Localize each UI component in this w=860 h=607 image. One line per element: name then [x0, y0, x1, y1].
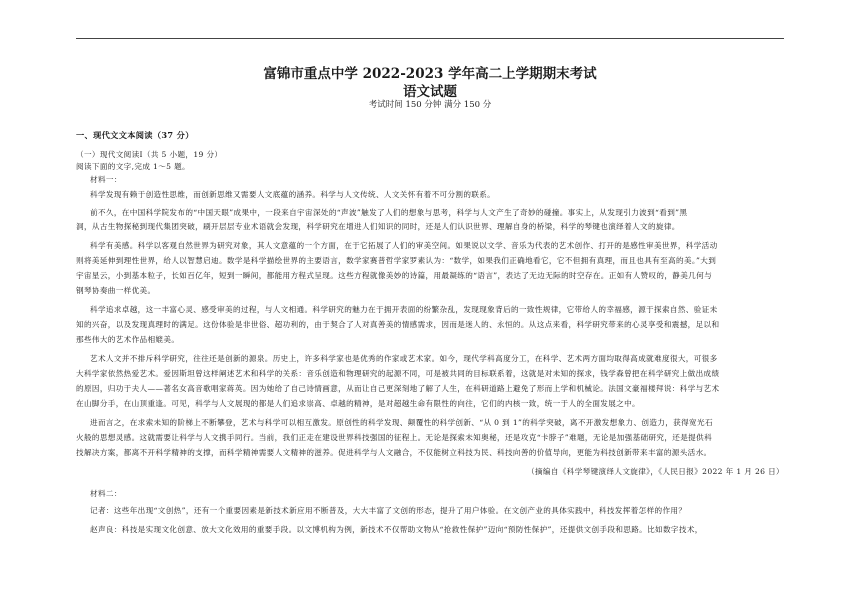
paragraph-line: 的原因，归功于夫人——著名女高音歌唱家蒋英。因为她给了自己诗情画意，从而让自己更深刻地了解了人生，在科研道路上避免了形而上学和机械论。法国文豪福楼拜说：科学与艺术: [76, 384, 720, 393]
paragraph-line: 赵声良：科技是实现文化创意、放大文化效用的重要手段。以文博机构为例，新技术不仅帮助文物从“抢救性保护”迈向“预防性保护”，还提供文创手段和思路。比如数字技术，: [90, 525, 703, 534]
paragraph-line: 前不久，在中国科学院发布的“中国天眼”成果中，一段来自宇宙深处的“声波”触发了人们的想象与思考，科学与人文产生了奇妙的碰撞。事实上，从发现引力波到“看到”黑: [90, 208, 688, 217]
paragraph-line: 则将美延伸到理性世界，给人以智慧启迪。数学是科学描绘世界的主要语言，数学家赛普哲学家罗素认为：“数学，如果我们正确地看它，它不但拥有真理，而且也具有至高的美。”大到: [76, 256, 717, 265]
paragraph-line: 那些伟大的艺术作品相媲美。: [76, 335, 180, 344]
exam-title: 富锦市重点中学 2022-2023 学年高二上学期期末考试: [263, 66, 597, 82]
paragraph-line: 进而言之，在求索未知的阶梯上不断攀登，艺术与科学可以相互激发。原创性的科学发现、颠覆性的科学创新、“从 0 到 1”的科学突破，离不开激发想象力、创造力，获得宽光石: [90, 418, 713, 427]
exam-info: 考试时间 150 分钟 满分 150 分: [368, 100, 492, 110]
source-citation: （摘编自《科学琴键演绎人文旋律》，《人民日报》2022 年 1 月 26 日）: [527, 467, 784, 476]
paragraph-line: 记者：这些年出现“文创热”，还有一个重要因素是新技术新应用不断普及，大大丰富了文创的形态，提升了用户体验。在文创产业的具体实践中，科技发挥着怎样的作用？: [90, 506, 687, 515]
material-label: 材料二：: [90, 489, 122, 498]
paragraph-line: 钢琴协奏曲一样优美。: [76, 286, 156, 295]
paragraph-line: 科学有美感。科学以客观自然世界为研究对象，其人文意蕴的一个方面，在于它拓展了人们的审美空间。如果说以文学、音乐为代表的艺术创作、打开的是感性审美世界，科学活动: [90, 241, 718, 250]
sub-heading: （一）现代文阅读Ⅰ（共 5 小题，19 分）: [76, 150, 223, 159]
paragraph-line: 科学追求卓越，这一丰富心灵、感受审美的过程，与人文相通。科学研究的魅力在于拥开表面的纷繁杂乱，发现现象背后的一致性规律，它带给人的幸福感，源于探索自然、验证未: [90, 305, 718, 314]
paragraph-line: 知的兴奋，以及发现真理时的满足。这份体验是非世俗、超功利的，由于契合了人对真善美的情感需求，因而是迷人的、永恒的。从这点来看，科学研究带来的心灵享受和震撼，足以和: [76, 320, 720, 329]
exam-subtitle: 语文试题: [403, 84, 457, 100]
instruction: 阅读下面的文字,完成 1～5 题。: [76, 162, 190, 171]
section-heading: 一、现代文文本阅读（37 分）: [76, 130, 194, 140]
paragraph-line: 大科学家依然热爱艺术。爱因斯坦曾这样阐述艺术和科学的关系：音乐创造和物理研究的起源不同，可是被共同的目标联系着，这就是对未知的探求，钱学森曾把在科学研究上做出成绩: [76, 369, 720, 378]
paragraph-line: 洞，从古生物探秘到现代集团突破，刷开层层专业术语就会发现，科学研究在增进人们知识的同时，还是人们认识世界、理解自身的桥梁，科学的琴键也演绎着人文的旋律。: [76, 222, 680, 231]
paragraph-line: 火般的思想灵感。这就需要让科学与人文携手同行。当前，我们正走在建设世界科技强国的征程上。无论是探索未知奥秘，还是攻克“卡脖子”难题，无论是加强基础研究，还是提供科: [76, 433, 713, 442]
paragraph-line: 宇宙星云，小到基本粒子，长如百亿年，短到一瞬间，都能用方程式呈现。这些方程就像美妙的诗篇，用最凝练的“语言”，表达了无边无际的时空存在。正如有人赞叹的，静美几何与: [76, 271, 713, 280]
header-rule: [76, 38, 784, 39]
paragraph-line: 艺术人文并不排斥科学研究，往往还是创新的源泉。历史上，许多科学家也是优秀的作家或艺术家。如今，现代学科高度分工，在科学、艺术两方面均取得高成就难度很大，可很多: [90, 354, 718, 363]
material-label: 材料一：: [90, 175, 122, 184]
paragraph-line: 科学发现有赖于创造性思维，而创新思维又需要人文底蕴的涵养。科学与人文传统、人文关怀有着不可分割的联系。: [90, 190, 496, 199]
paragraph-line: 在山脚分手，在山顶重逢。可见，科学与人文展现的都是人们追求崇高、卓越的精神，是对超越生命有限性的向往，它们的内核一致，统一于人的全面发展之中。: [76, 399, 640, 408]
paragraph-line: 技解决方案，都离不开科学精神的支撑，而科学精神需要人文精神的滋养。促进科学与人文融合，不仅能树立科技为民、科技向善的价值导向，更能为科技创新带来丰富的源头活水。: [76, 448, 712, 457]
